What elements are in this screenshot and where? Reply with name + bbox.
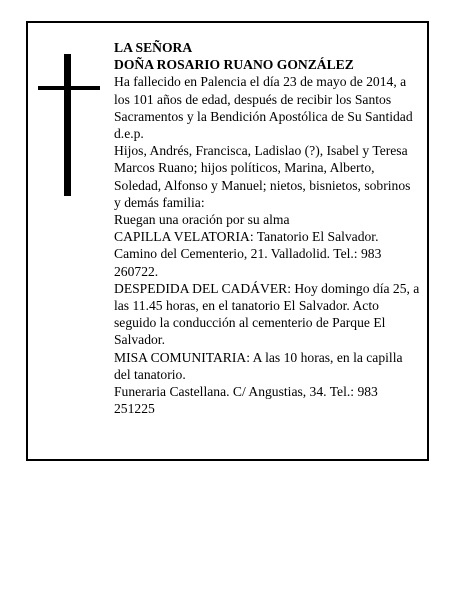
cross-horizontal-bar [38,86,100,90]
latin-cross-icon [38,54,100,196]
mass-info: MISA COMUNITARIA: A las 10 horas, en la capilla del tanatorio. [114,349,403,382]
farewell-info: DESPEDIDA DEL CADÁVER: Hoy domingo día 25, a las 11.45 horas, en el tanatorio El Salvador. Acto seguido la conducción al cementerio de Parque El Salvador. [114,280,420,348]
notice-heading: LA SEÑORA [114,40,193,55]
deceased-name: DOÑA ROSARIO RUANO GONZÁLEZ [114,57,354,73]
wake-chapel-info: CAPILLA VELATORIA: Tanatorio El Salvador. Camino del Cementerio, 21. Valladolid. Tel.: 983 260722. [114,229,382,279]
death-announcement: Ha fallecido en Palencia el día 23 de mayo de 2014, a los 101 años de edad, después de recibir los Santos Sacramentos y la Bendición Apostólica de Su Santidad d.e.p. [114,74,413,142]
cross-vertical-bar [64,54,71,196]
family-list: Hijos, Andrés, Francisca, Ladislao (?), Isabel y Teresa Marcos Ruano; hijos políticos, Marina, Alberto, Soledad, Alfonso y Manuel; nietos, bisnietos, sobrinos y demás familia: [114,143,411,210]
funeral-home-info: Funeraria Castellana. C/ Angustias, 34. Tel.: 983 251225 [114,384,378,417]
obituary-text [114,39,420,417]
prayer-request: Ruegan una oración por su alma [114,212,290,228]
